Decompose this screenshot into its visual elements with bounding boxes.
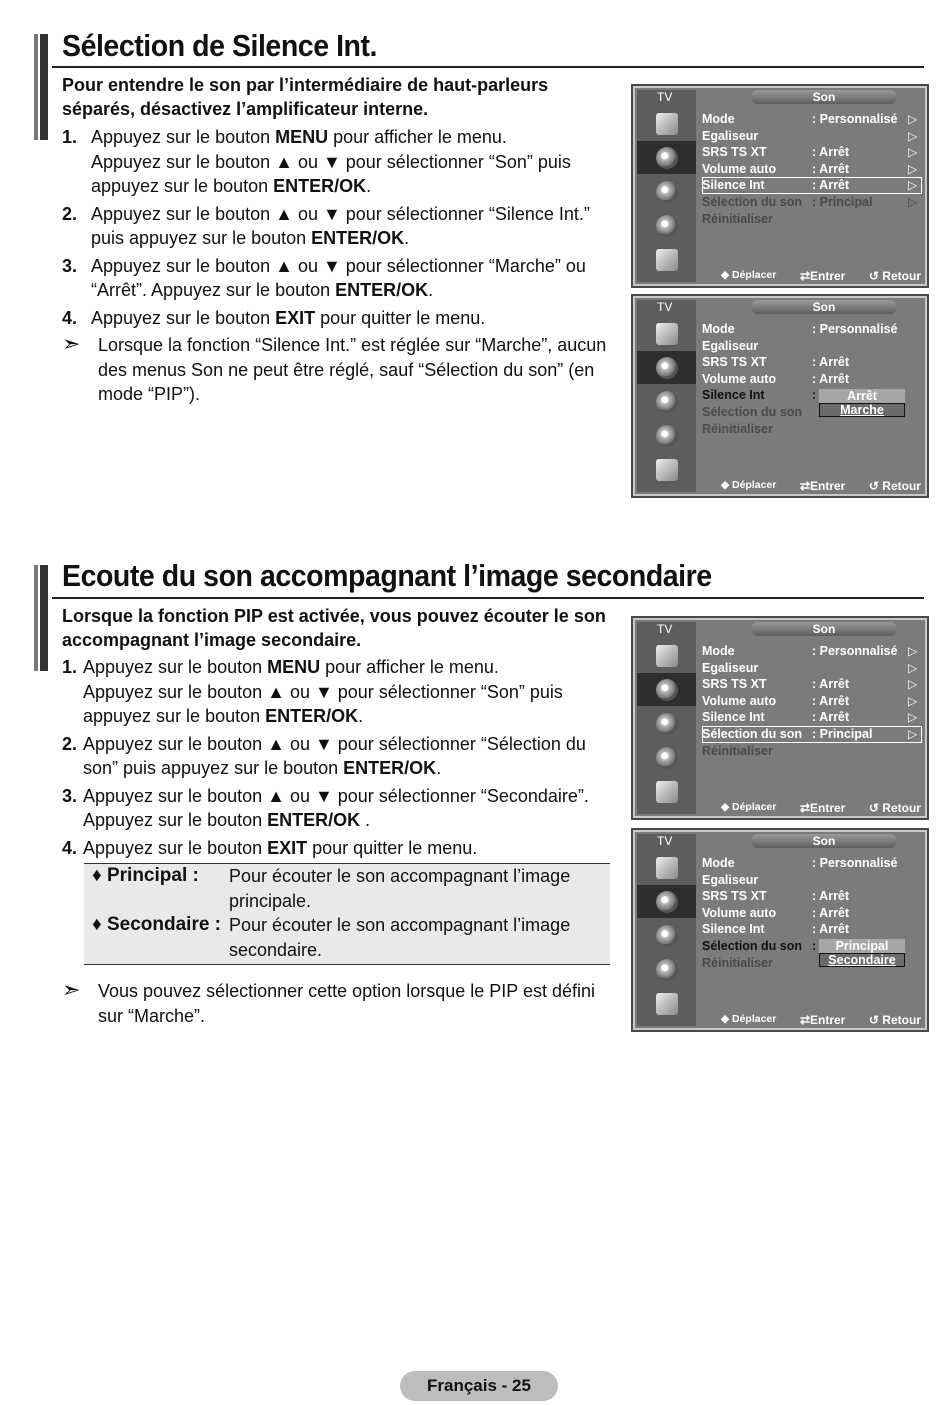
move-hint: ◆ Déplacer <box>721 269 777 281</box>
step <box>62 125 622 199</box>
step-key: ENTER/OK <box>265 706 359 726</box>
enter-hint: ⇄Entrer <box>799 269 846 283</box>
menu-rows <box>702 111 922 227</box>
channel-icon <box>637 919 696 952</box>
enter-hint: ⇄Entrer <box>799 801 846 815</box>
tv-label: TV <box>657 622 673 636</box>
note-text: Vous pouvez sélectionner cette option lorsque le PIP est défini sur “Marche”. <box>98 981 595 1026</box>
picture-icon <box>637 639 696 672</box>
dropdown-option[interactable]: Arrêt <box>819 389 905 403</box>
step <box>62 655 622 729</box>
menu-item[interactable]: SRS TS XT : Arrêt ▷ <box>702 145 918 160</box>
dropdown-option-selected[interactable]: Secondaire <box>819 953 905 967</box>
menu-item-disabled: Sélection du son : Principal ▷ <box>702 194 918 209</box>
tv-footer <box>721 479 921 493</box>
option-row <box>84 913 610 962</box>
title-rule <box>52 597 924 599</box>
option-value: Pour écouter le son accompagnant l’image secondaire. <box>229 915 571 960</box>
step-text: Appuyez sur le bouton <box>83 837 268 858</box>
tab-son[interactable]: Son <box>751 90 897 104</box>
step-text: Appuyez sur le bouton <box>91 307 276 328</box>
setup-icon <box>637 419 696 452</box>
step-text: pour quitter le menu. <box>315 307 486 328</box>
step-text: Appuyez sur le bouton ▲ ou ▼ pour sélectionner “Silence Int.” puis appuyez sur le bouton <box>91 203 590 248</box>
step-key: MENU <box>267 657 321 677</box>
menu-item[interactable]: Volume auto : Arrêt ▷ <box>702 161 918 176</box>
tv-label: TV <box>657 834 673 848</box>
menu-item-selected[interactable]: Sélection du son : <box>702 938 817 953</box>
option-dropdown[interactable] <box>819 939 905 967</box>
channel-icon <box>637 707 696 740</box>
tv-label: TV <box>657 90 673 104</box>
tv-menu-sound-4 <box>631 828 929 1032</box>
menu-rows <box>702 643 922 759</box>
menu-item[interactable]: Egaliseur <box>702 872 759 887</box>
step-key: ENTER/OK <box>267 810 361 830</box>
step-key: MENU <box>275 127 329 147</box>
steps-1 <box>62 125 622 407</box>
menu-item[interactable]: SRS TS XT : Arrêt <box>702 355 850 370</box>
move-hint: ◆ Déplacer <box>721 479 777 491</box>
step-text: pour afficher le menu. <box>320 657 499 677</box>
section-title-1: Sélection de Silence Int. <box>62 28 377 63</box>
back-hint: ↺ Retour <box>868 269 921 283</box>
step-number: 1. <box>62 127 78 147</box>
sound-icon <box>637 885 696 918</box>
step-key: EXIT <box>275 307 316 328</box>
note-text: Lorsque la fonction “Silence Int.” est réglée sur “Marche”, aucun des menus Son ne peut être réglé, sauf “Sélection du son” (en mode “PIP”). <box>98 335 607 404</box>
dropdown-option-selected[interactable]: Marche <box>819 403 905 417</box>
setup-icon <box>637 209 696 242</box>
input-icon <box>637 987 696 1020</box>
picture-icon <box>637 317 696 350</box>
step-text: . <box>404 228 410 248</box>
step-key: ENTER/OK <box>335 280 429 300</box>
step-text: Appuyez sur le bouton ▲ ou ▼ pour sélectionner “Son” puis appuyez sur le bouton <box>83 681 563 726</box>
note <box>62 333 622 407</box>
tv-menu-sound-2 <box>631 294 929 498</box>
dropdown-option[interactable]: Principal <box>819 939 905 953</box>
step-text: . <box>436 758 442 778</box>
menu-item-selected[interactable]: Silence Int : <box>702 388 817 403</box>
section-title-2: Ecoute du son accompagnant l’image secondaire <box>62 558 712 593</box>
tv-footer <box>721 801 921 815</box>
tv-footer <box>721 1013 921 1027</box>
back-hint: ↺ Retour <box>868 479 921 493</box>
step-key: ENTER/OK <box>311 228 405 248</box>
tv-footer <box>721 269 921 283</box>
enter-hint: ⇄Entrer <box>799 479 846 493</box>
step-number: 3. <box>62 785 78 806</box>
options-table <box>84 863 610 965</box>
step-text: pour quitter le menu. <box>307 837 478 858</box>
menu-rows <box>702 321 922 437</box>
menu-item[interactable]: Volume auto : Arrêt <box>702 905 850 920</box>
step-text: Appuyez sur le bouton <box>83 657 268 677</box>
page-number: Français - 25 <box>400 1371 558 1401</box>
option-key: ♦ Principal : <box>92 865 199 886</box>
menu-item-disabled: Réinitialiser <box>702 955 773 970</box>
step-key: ENTER/OK <box>343 758 437 778</box>
option-row <box>84 864 610 913</box>
step-number: 1. <box>62 657 78 677</box>
menu-item-disabled: Réinitialiser <box>702 743 773 758</box>
option-value: Pour écouter le son accompagnant l’image principale. <box>229 866 571 911</box>
input-icon <box>637 775 696 808</box>
channel-icon <box>637 175 696 208</box>
step-text: Appuyez sur le bouton ▲ ou ▼ pour sélectionner “Marche” ou “Arrêt”. Appuyez sur le bouton <box>91 255 586 300</box>
input-icon <box>637 453 696 486</box>
section-bar <box>34 565 48 671</box>
step-number: 2. <box>62 733 78 754</box>
note-arrow-icon: ➣ <box>62 977 81 1002</box>
tab-son[interactable]: Son <box>751 622 897 636</box>
step-number: 4. <box>62 837 78 858</box>
move-hint: ◆ Déplacer <box>721 1013 777 1025</box>
intro-2: Lorsque la fonction PIP est activée, vous pouvez écouter le son accompagnant l’image secondaire. <box>62 606 606 650</box>
channel-icon <box>637 385 696 418</box>
step-text: Appuyez sur le bouton ▲ ou ▼ pour sélectionner “Son” puis appuyez sur le bouton <box>91 151 571 196</box>
steps-2 <box>62 655 622 863</box>
input-icon <box>637 243 696 276</box>
option-key: ♦ Secondaire : <box>92 914 222 935</box>
step-number: 4. <box>62 307 78 328</box>
menu-item[interactable]: Egaliseur ▷ <box>702 660 918 675</box>
menu-item[interactable]: Mode : Personnalisé ▷ <box>702 112 918 126</box>
menu-item[interactable]: Mode : Personnalisé <box>702 322 898 336</box>
step <box>62 202 622 251</box>
setup-icon <box>637 741 696 774</box>
menu-item[interactable]: Silence Int : Arrêt ▷ <box>702 710 918 725</box>
step-text: pour afficher le menu. <box>328 127 507 147</box>
tab-son[interactable]: Son <box>751 834 897 848</box>
menu-item[interactable]: Silence Int : Arrêt <box>702 922 850 937</box>
note-arrow-icon: ➣ <box>62 331 81 356</box>
picture-icon <box>637 851 696 884</box>
section-bar <box>34 34 48 140</box>
step <box>62 732 622 781</box>
menu-item[interactable]: Egaliseur ▷ <box>702 128 918 143</box>
menu-item[interactable]: Mode : Personnalisé ▷ <box>702 644 918 658</box>
step <box>62 254 622 303</box>
tv-label: TV <box>657 300 673 314</box>
sound-icon <box>637 673 696 706</box>
step-text: . <box>366 176 372 196</box>
step-number: 2. <box>62 203 78 224</box>
menu-item-disabled: Réinitialiser <box>702 211 773 226</box>
step-text: Appuyez sur le bouton ▲ ou ▼ pour sélectionner “Sélection du son” puis appuyez sur le bouton <box>83 733 586 778</box>
step <box>62 784 622 833</box>
menu-item[interactable]: Egaliseur <box>702 338 759 353</box>
menu-item[interactable]: Volume auto : Arrêt <box>702 371 850 386</box>
menu-item[interactable]: Volume auto : Arrêt ▷ <box>702 693 918 708</box>
step-text: . <box>358 706 364 726</box>
step-key: ENTER/OK <box>273 176 367 196</box>
picture-icon <box>637 107 696 140</box>
sound-icon <box>637 141 696 174</box>
menu-item-selected[interactable]: Sélection du son : Principal ▷ <box>702 726 922 743</box>
step-text: . <box>428 280 434 300</box>
menu-item-selected[interactable]: Silence Int : Arrêt ▷ <box>702 177 922 194</box>
menu-item[interactable]: Mode : Personnalisé <box>702 856 898 870</box>
title-rule <box>52 66 924 68</box>
menu-item[interactable]: SRS TS XT : Arrêt ▷ <box>702 677 918 692</box>
menu-item-disabled: Sélection du son <box>702 404 803 419</box>
menu-item[interactable]: SRS TS XT : Arrêt <box>702 889 850 904</box>
intro-1: Pour entendre le son par l’intermédiaire de haut-parleurs séparés, désactivez l’amplificateur interne. <box>62 75 549 119</box>
step-text: . <box>360 810 371 830</box>
move-hint: ◆ Déplacer <box>721 801 777 813</box>
back-hint: ↺ Retour <box>868 801 921 815</box>
sound-icon <box>637 351 696 384</box>
enter-hint: ⇄Entrer <box>799 1013 846 1027</box>
tab-son[interactable]: Son <box>751 300 897 314</box>
back-hint: ↺ Retour <box>868 1013 921 1027</box>
step <box>62 836 622 861</box>
step-text: Appuyez sur le bouton ▲ ou ▼ pour sélectionner “Secondaire”. Appuyez sur le bouton <box>83 785 589 830</box>
option-dropdown[interactable] <box>819 389 905 417</box>
step-text: Appuyez sur le bouton <box>91 127 276 147</box>
step-number: 3. <box>62 255 78 276</box>
step <box>62 306 622 331</box>
menu-item-disabled: Réinitialiser <box>702 421 773 436</box>
tv-menu-sound-1 <box>631 84 929 288</box>
step-key: EXIT <box>267 837 308 858</box>
setup-icon <box>637 953 696 986</box>
note <box>62 979 610 1028</box>
tv-menu-sound-3 <box>631 616 929 820</box>
